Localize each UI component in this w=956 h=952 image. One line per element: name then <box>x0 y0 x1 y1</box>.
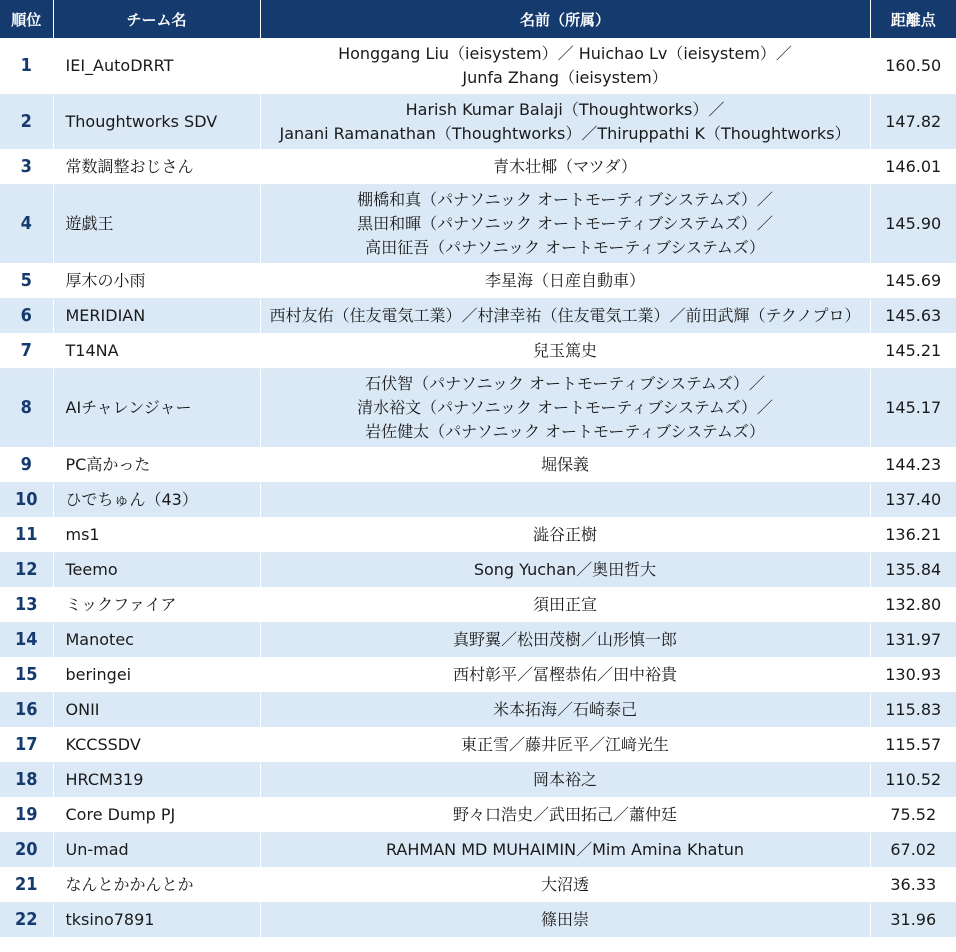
distance-score-cell: 115.83 <box>870 692 956 727</box>
member-names-cell <box>260 149 870 184</box>
member-names-line: Song Yuchan／奥田哲大 <box>473 559 657 579</box>
member-names-cell <box>260 622 870 657</box>
team-name-cell: Thoughtworks SDV <box>53 94 260 149</box>
member-names-line: 黒田和暉（パナソニック オートモーティブシステムズ）／ <box>357 213 773 233</box>
team-name-cell: T14NA <box>53 333 260 368</box>
rank-cell: 20 <box>0 832 53 867</box>
member-names-line: Janani Ramanathan（Thoughtworks）／Thiruppathi K（Thoughtworks） <box>279 123 851 143</box>
member-names-cell <box>260 867 870 902</box>
table-row <box>0 867 956 902</box>
table-row <box>0 727 956 762</box>
member-names-cell <box>260 552 870 587</box>
member-names-line: 大沼透 <box>540 874 589 894</box>
member-names-cell <box>260 447 870 482</box>
member-names-line: Harish Kumar Balaji（Thoughtworks）／ <box>405 99 725 119</box>
table-row <box>0 149 956 184</box>
member-names-line: 野々口浩史／武田拓己／蕭仲廷 <box>452 804 677 824</box>
rank-cell: 21 <box>0 867 53 902</box>
team-name-cell: 常数調整おじさん <box>53 149 260 184</box>
member-names-line: 岡本裕之 <box>532 769 597 789</box>
header-names: 名前（所属） <box>260 0 870 38</box>
rank-cell: 2 <box>0 94 53 149</box>
header-team: チーム名 <box>53 0 260 38</box>
rank-cell: 17 <box>0 727 53 762</box>
distance-score-cell: 110.52 <box>870 762 956 797</box>
rank-cell: 12 <box>0 552 53 587</box>
table-row <box>0 692 956 727</box>
team-name-cell: tksino7891 <box>53 902 260 937</box>
table-row <box>0 517 956 552</box>
team-name-cell: KCCSSDV <box>53 727 260 762</box>
table-row <box>0 298 956 333</box>
distance-score-cell: 130.93 <box>870 657 956 692</box>
member-names-cell <box>260 184 870 263</box>
member-names-line: 高田征吾（パナソニック オートモーティブシステムズ） <box>365 237 765 257</box>
member-names-cell <box>260 38 870 94</box>
member-names-cell <box>260 263 870 298</box>
team-name-cell: ms1 <box>53 517 260 552</box>
table-row <box>0 482 956 517</box>
rank-cell: 5 <box>0 263 53 298</box>
rank-cell: 1 <box>0 38 53 94</box>
rank-cell: 13 <box>0 587 53 622</box>
team-name-cell: なんとかかんとか <box>53 867 260 902</box>
distance-score-cell: 131.97 <box>870 622 956 657</box>
member-names-line: 兒玉篤史 <box>532 340 597 360</box>
member-names-cell <box>260 902 870 937</box>
table-row <box>0 902 956 937</box>
distance-score-cell: 135.84 <box>870 552 956 587</box>
rank-cell: 16 <box>0 692 53 727</box>
distance-score-cell: 145.21 <box>870 333 956 368</box>
table-row <box>0 622 956 657</box>
member-names-cell <box>260 298 870 333</box>
member-names-cell <box>260 587 870 622</box>
team-name-cell: ミックファイア <box>53 587 260 622</box>
table-row <box>0 38 956 94</box>
member-names-cell <box>260 727 870 762</box>
rank-cell: 14 <box>0 622 53 657</box>
member-names-cell <box>260 657 870 692</box>
team-name-cell: AIチャレンジャー <box>53 368 260 447</box>
table-row <box>0 832 956 867</box>
team-name-cell: ONII <box>53 692 260 727</box>
team-name-cell: Core Dump PJ <box>53 797 260 832</box>
team-name-cell: IEI_AutoDRRT <box>53 38 260 94</box>
distance-score-cell: 31.96 <box>870 902 956 937</box>
member-names-cell <box>260 797 870 832</box>
table-row <box>0 447 956 482</box>
member-names-line: 須田正宣 <box>532 594 597 614</box>
distance-score-cell: 147.82 <box>870 94 956 149</box>
member-names-line: 篠田崇 <box>540 909 589 929</box>
member-names-line: 東正雪／藤井匠平／江﨑光生 <box>460 734 669 754</box>
member-names-line: Honggang Liu（ieisystem）／ Huichao Lv（ieisystem）／ <box>338 43 792 63</box>
rank-cell: 9 <box>0 447 53 482</box>
distance-score-cell: 145.90 <box>870 184 956 263</box>
rank-cell: 15 <box>0 657 53 692</box>
table-row <box>0 552 956 587</box>
member-names-line: 棚橋和真（パナソニック オートモーティブシステムズ）／ <box>357 189 773 209</box>
header-row <box>0 0 956 38</box>
distance-score-cell: 145.63 <box>870 298 956 333</box>
header-rank: 順位 <box>0 0 53 38</box>
distance-score-cell: 36.33 <box>870 867 956 902</box>
distance-score-cell: 145.17 <box>870 368 956 447</box>
distance-score-cell: 67.02 <box>870 832 956 867</box>
rank-cell: 4 <box>0 184 53 263</box>
team-name-cell: 厚木の小雨 <box>53 263 260 298</box>
member-names-line: 西村彰平／冨樫恭佑／田中裕貴 <box>452 664 677 684</box>
rank-cell: 7 <box>0 333 53 368</box>
member-names-line: 石伏智（パナソニック オートモーティブシステムズ）／ <box>365 373 765 393</box>
team-name-cell: MERIDIAN <box>53 298 260 333</box>
member-names-cell <box>260 368 870 447</box>
distance-score-cell: 136.21 <box>870 517 956 552</box>
team-name-cell: Un-mad <box>53 832 260 867</box>
table-row <box>0 368 956 447</box>
team-name-cell: beringei <box>53 657 260 692</box>
rank-cell: 3 <box>0 149 53 184</box>
table-row <box>0 184 956 263</box>
header-distance: 距離点 <box>870 0 956 38</box>
table-row <box>0 797 956 832</box>
member-names-cell <box>260 692 870 727</box>
rank-cell: 11 <box>0 517 53 552</box>
rank-cell: 19 <box>0 797 53 832</box>
distance-score-cell: 145.69 <box>870 263 956 298</box>
member-names-line: 青木壮椰（マツダ） <box>493 156 637 176</box>
member-names-cell <box>260 482 870 517</box>
member-names-cell <box>260 333 870 368</box>
team-name-cell: Teemo <box>53 552 260 587</box>
rank-cell: 10 <box>0 482 53 517</box>
distance-score-cell: 75.52 <box>870 797 956 832</box>
rank-cell: 18 <box>0 762 53 797</box>
member-names-line: 真野翼／松田茂樹／山形慎一郎 <box>452 629 677 649</box>
member-names-cell <box>260 517 870 552</box>
rank-cell: 8 <box>0 368 53 447</box>
table-row <box>0 94 956 149</box>
distance-score-cell: 137.40 <box>870 482 956 517</box>
team-name-cell: PC高かった <box>53 447 260 482</box>
rank-cell: 22 <box>0 902 53 937</box>
member-names-line: 西村友佑（住友電気工業）／村津幸祐（住友電気工業）／前田武輝（テクノプロ） <box>269 305 861 325</box>
table-row <box>0 587 956 622</box>
distance-score-cell: 132.80 <box>870 587 956 622</box>
rank-cell: 6 <box>0 298 53 333</box>
distance-score-cell: 115.57 <box>870 727 956 762</box>
table-row <box>0 762 956 797</box>
table-row <box>0 657 956 692</box>
member-names-cell <box>260 762 870 797</box>
member-names-line: 李星海（日産自動車） <box>484 270 645 290</box>
member-names-line: RAHMAN MD MUHAIMIN／Mim Amina Khatun <box>385 839 745 859</box>
team-name-cell: HRCM319 <box>53 762 260 797</box>
member-names-cell <box>260 832 870 867</box>
table-row <box>0 333 956 368</box>
team-name-cell: 遊戯王 <box>53 184 260 263</box>
team-name-cell: Manotec <box>53 622 260 657</box>
member-names-cell <box>260 94 870 149</box>
distance-score-cell: 160.50 <box>870 38 956 94</box>
member-names-line: 堀保義 <box>540 454 589 474</box>
team-name-cell: ひでちゅん（43） <box>53 482 260 517</box>
distance-score-cell: 144.23 <box>870 447 956 482</box>
member-names-line: 清水裕文（パナソニック オートモーティブシステムズ）／ <box>357 397 773 417</box>
member-names-line: Junfa Zhang（ieisystem） <box>462 67 668 87</box>
member-names-line: 澁谷正樹 <box>532 524 597 544</box>
member-names-line: 米本拓海／石崎泰己 <box>492 699 637 719</box>
member-names-line: 岩佐健太（パナソニック オートモーティブシステムズ） <box>365 421 765 441</box>
distance-score-cell: 146.01 <box>870 149 956 184</box>
table-row <box>0 263 956 298</box>
